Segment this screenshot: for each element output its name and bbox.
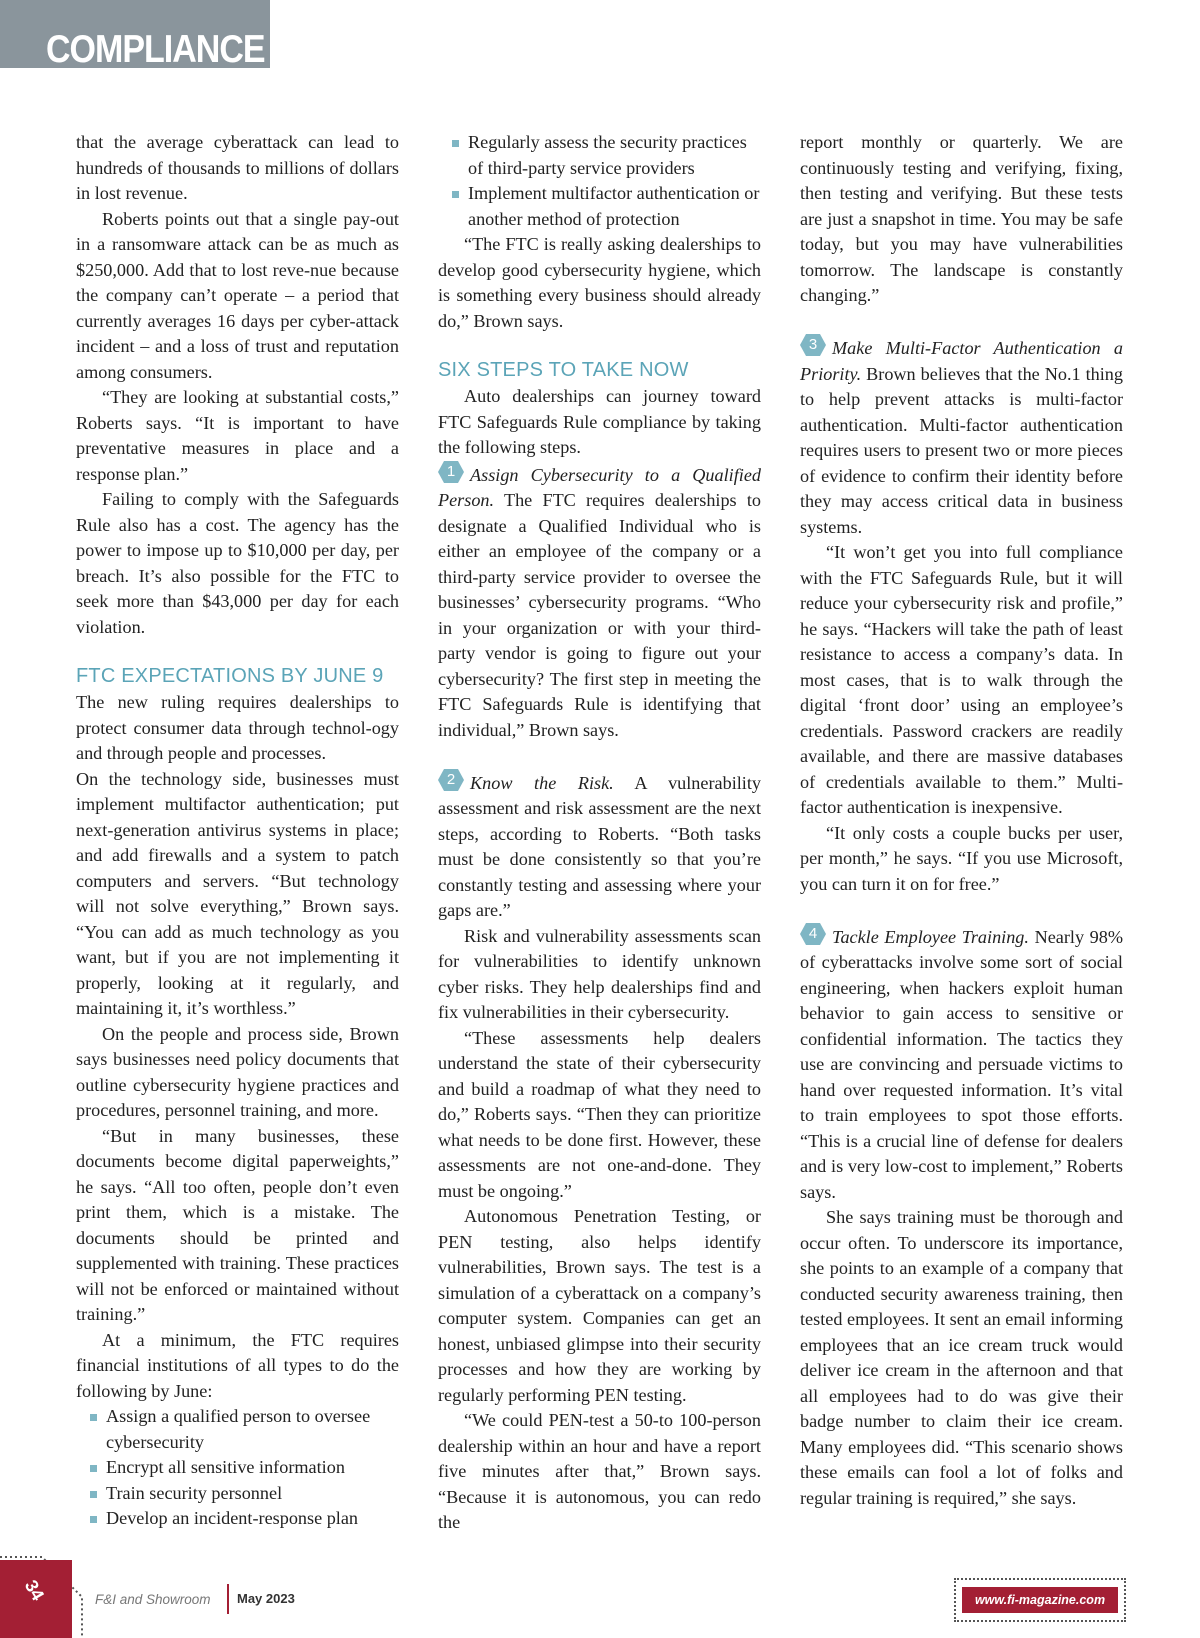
square-bullet-icon: [90, 1516, 97, 1523]
step-number-badge: [438, 769, 464, 791]
paragraph: Failing to comply with the Safeguards Rule also has a cost. The agency has the power to impose up to $10,000 per day, per breach. It’s also possible for the FTC to seek more than $43,000 per day for each violation.: [76, 489, 399, 637]
square-bullet-icon: [452, 140, 459, 147]
list-item: [76, 1404, 399, 1455]
paragraph: report monthly or quarterly. We are continuously testing and verifying, fixing, then testing and verifying. But these tests are just a snapshot in time. You may be safe today, but you may have vulnerabilities tomorrow. The landscape is constantly changing.”: [800, 132, 1123, 305]
list-item: [76, 1481, 399, 1507]
magazine-name: F&I and Showroom: [95, 1592, 211, 1607]
step-number: 4: [808, 924, 818, 942]
step-1: [438, 461, 761, 744]
paragraph: “They are looking at substantial costs,” Roberts says. “It is important to have preventative measures in place and a response plan.”: [76, 387, 399, 484]
step-3: [800, 334, 1123, 540]
footer-divider: [227, 1584, 229, 1614]
step-text: Brown believes that the No.1 thing to help prevent attacks is multi-factor authentication. Multi-factor authentication requires users to present two or more pieces of evidence to confirm their identity before they may access critical data in business systems.: [800, 363, 1123, 537]
paragraph: At a minimum, the FTC requires financial institutions of all types to do the following by June:: [76, 1329, 399, 1401]
article-column-3: [800, 130, 1123, 1511]
step-text: Nearly 98% of cyberattacks involve some sort of social engineering, when hackers exploit human behavior to gain access to sensitive or confidential information. The tactics they use are convincing and persuade victims to hand over requested information. It’s vital to train employees to spot those efforts. “This is a crucial line of defense for dealers and is very low-cost to implement,” Roberts says.: [800, 926, 1123, 1202]
square-bullet-icon: [90, 1491, 97, 1498]
article-column-2: [438, 130, 761, 1536]
paragraph: Risk and vulnerability assessments scan for vulnerabilities to identify unknown cyber risks. They help dealerships find and fix vulnerabilities in their cybersecurity.: [438, 925, 761, 1022]
list-item-text: Assign a qualified person to oversee cybersecurity: [106, 1406, 371, 1452]
step-text: A vulnerability assessment and risk assessment are the next steps, according to Roberts. “Both tasks must be done consistently so that you’re constantly testing and assessing where your gaps are.”: [438, 772, 761, 920]
article-column-1: [76, 130, 399, 1532]
list-item: [438, 130, 761, 181]
step-number-badge: [800, 334, 826, 356]
step-text: The FTC requires dealerships to designate a Qualified Individual who is either an employee of the company or a third-party service provider to oversee the businesses’ cybersecurity programs. “Who in your organization or with your third-party vendor is going to figure out your cybersecurity? The first step in meeting the FTC Safeguards Rule is identifying that individual,” Brown says.: [438, 490, 761, 740]
section-tab: [0, 0, 270, 72]
section-heading: FTC EXPECTATIONS BY JUNE 9: [76, 665, 384, 687]
list-item: [76, 1455, 399, 1481]
paragraph: “These assessments help dealers understand the state of their cybersecurity and build a roadmap of what they need to do,” Roberts says. “Then they can prioritize what needs to be done first. However, these assessments are not one-and-done. They must be ongoing.”: [438, 1027, 761, 1201]
paragraph: “We could PEN-test a 50-to 100-person dealership within an hour and have a report five minutes after that,” Brown says. “Because it is autonomous, you can redo the: [438, 1410, 761, 1532]
step-title: Know the Risk.: [470, 772, 614, 793]
step-number-badge: [438, 461, 464, 483]
step-number: 3: [808, 336, 818, 353]
paragraph: that the average cyberattack can lead to hundreds of thousands to millions of dollars in lost revenue.: [76, 132, 399, 203]
paragraph: On the technology side, businesses must implement multifactor authentication; put next-generation antivirus systems in place; and add firewalls and a system to patch computers and servers. “But technology will not solve everything,” Brown says. “You can add as much technology as you want, but if you are not implementing it properly, looking at it regularly, and maintaining it, it’s worthless.”: [76, 768, 399, 1018]
list-item-text: Train security personnel: [106, 1482, 283, 1503]
step-title: Tackle Employee Training.: [832, 926, 1029, 947]
paragraph: Autonomous Penetration Testing, or PEN testing, also helps identify vulnerabilities, Brown says. The test is a simulation of a cyberattack on a company’s computer system. Companies can get an honest, unbiased glimpse into their security processes and how they are working by regularly performing PEN testing.: [438, 1206, 761, 1405]
list-item: [76, 1506, 399, 1532]
paragraph: “The FTC is really asking dealerships to develop good cybersecurity hygiene, which is something every business should already do,” Brown says.: [438, 234, 761, 331]
website-url[interactable]: www.fi-magazine.com: [962, 1587, 1118, 1613]
square-bullet-icon: [90, 1465, 97, 1472]
paragraph: Roberts points out that a single pay-out in a ransomware attack can be as much as $250,000. Add that to lost reve-nue because the company can’t operate – a period that currently averages 16 days per cyber-attack incident – and a loss of trust and reputation among consumers.: [76, 208, 399, 382]
step-4: [800, 923, 1123, 1206]
paragraph: The new ruling requires dealerships to protect consumer data through technol-ogy and through people and processes.: [76, 692, 399, 763]
page-number: 34: [20, 1576, 49, 1604]
list-item-text: Implement multifactor authentication or another method of protection: [468, 183, 760, 229]
list-item-text: Regularly assess the security practices of third-party service providers: [468, 132, 747, 178]
step-title: Make Multi-Factor Authentication a Priority.: [800, 338, 1123, 384]
square-bullet-icon: [90, 1414, 97, 1421]
paragraph: On the people and process side, Brown says businesses need policy documents that outline cybersecurity hygiene practices and procedures, personnel training, and more.: [76, 1023, 399, 1120]
section-title: COMPLIANCE: [46, 27, 265, 72]
paragraph: Auto dealerships can journey toward FTC Safeguards Rule compliance by taking the following steps.: [438, 386, 761, 457]
website-badge: [954, 1578, 1126, 1622]
list-item-text: Develop an incident-response plan: [106, 1508, 359, 1528]
section-heading: SIX STEPS TO TAKE NOW: [438, 359, 689, 381]
step-number-badge: [800, 923, 826, 945]
page-number-tab: [0, 1560, 72, 1638]
requirements-list-continued: [438, 130, 761, 232]
paragraph: She says training must be thorough and occur often. To underscore its importance, she points to an example of a company that conducted security awareness training, then tested employees. It sent an email informing employees that an ice cream truck would deliver ice cream in the afternoon and that all employees had to do was give their badge number to claim their ice cream. Many employees did. “This scenario shows these emails can fool a lot of folks and regular training is required,” she says.: [800, 1207, 1123, 1508]
square-bullet-icon: [452, 191, 459, 198]
step-number: 2: [446, 770, 456, 788]
issue-date: May 2023: [237, 1591, 295, 1606]
list-item-text: Encrypt all sensitive information: [106, 1457, 345, 1477]
requirements-list: [76, 1404, 399, 1532]
paragraph: “But in many businesses, these documents become digital paperweights,” he says. “All too often, people don’t even print them, which is a mistake. The documents should be printed and supplemented with training. These practices will not be enforced or maintained without training.”: [76, 1125, 399, 1324]
paragraph: “It only costs a couple bucks per user, per month,” he says. “If you use Microsoft, you can turn it on for free.”: [800, 822, 1123, 894]
step-title: Assign Cybersecurity to a Qualified Person.: [438, 464, 761, 510]
list-item: [438, 181, 761, 232]
paragraph: “It won’t get you into full compliance with the FTC Safeguards Rule, but it will reduce your cybersecurity risk and profile,” he says. “Hackers will take the path of least resistance to access a company’s data. In most cases, that is to walk through the digital ‘front door’ using an employee’s credentials. Password crackers are readily available, and there are massive databases of credentials available to them.” Multi-factor authentication is inexpensive.: [800, 542, 1123, 817]
step-number: 1: [446, 462, 456, 480]
step-2: [438, 769, 761, 924]
